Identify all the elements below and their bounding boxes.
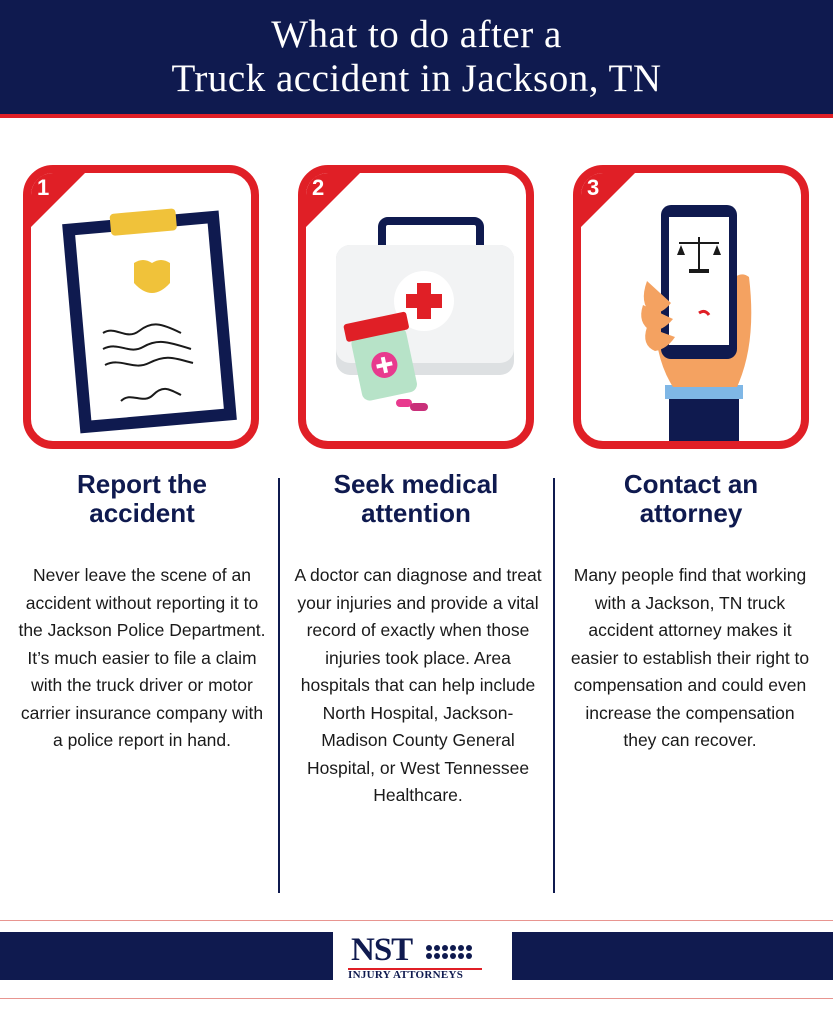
step-1-title-line-2: accident <box>89 498 195 528</box>
step-2-title-line-1: Seek medical <box>333 469 499 499</box>
column-divider <box>553 478 555 893</box>
step-3-description: Many people find that working with a Jackson, TN truck accident attorney makes it easier to establish their right to compensation and could even increase the compensation they can recover. <box>570 565 810 750</box>
step-3-title-line-1: Contact an <box>623 469 759 499</box>
logo-dots-icon <box>425 944 481 960</box>
step-1-card <box>23 165 259 449</box>
footer-rule-top <box>0 920 833 921</box>
page-title-line-1: What to do after a <box>271 13 562 56</box>
step-1-title-line-1: Report the <box>77 469 207 499</box>
nst-logo[interactable] <box>345 932 488 982</box>
footer-bar-left <box>0 932 333 980</box>
step-3-title-line-2: attorney <box>639 498 743 528</box>
step-2-title-line-2: attention <box>361 498 471 528</box>
step-number: 2 <box>312 175 325 200</box>
logo-tagline: INJURY ATTORNEYS <box>348 969 464 981</box>
step-2-description: A doctor can diagnose and treat your injuries and provide a vital record of exactly when those injuries took place. Area hospitals that can help include North Hospital, Jackson-Madison County General Hospital, or West Tennessee Healthcare. <box>294 565 542 805</box>
logo-wordmark: NST <box>351 932 413 968</box>
step-3-title <box>566 470 816 528</box>
step-number-corner <box>573 165 643 235</box>
step-number: 1 <box>37 175 50 200</box>
footer-bar-right <box>512 932 833 980</box>
step-1-title <box>17 470 267 528</box>
footer-rule-bottom <box>0 998 833 999</box>
step-3-card <box>573 165 809 449</box>
header-banner <box>0 0 833 118</box>
column-divider <box>278 478 280 893</box>
page-title-line-2: Truck accident in Jackson, TN <box>171 57 662 100</box>
step-2-title <box>291 470 541 528</box>
step-1-description: Never leave the scene of an accident without reporting it to the Jackson Police Department. It’s much easier to file a claim with the truck driver or motor carrier insurance company with a police report in hand. <box>18 565 266 750</box>
step-number: 3 <box>587 175 600 200</box>
step-2-card <box>298 165 534 449</box>
step-number-corner <box>23 165 93 235</box>
step-number-corner <box>298 165 368 235</box>
